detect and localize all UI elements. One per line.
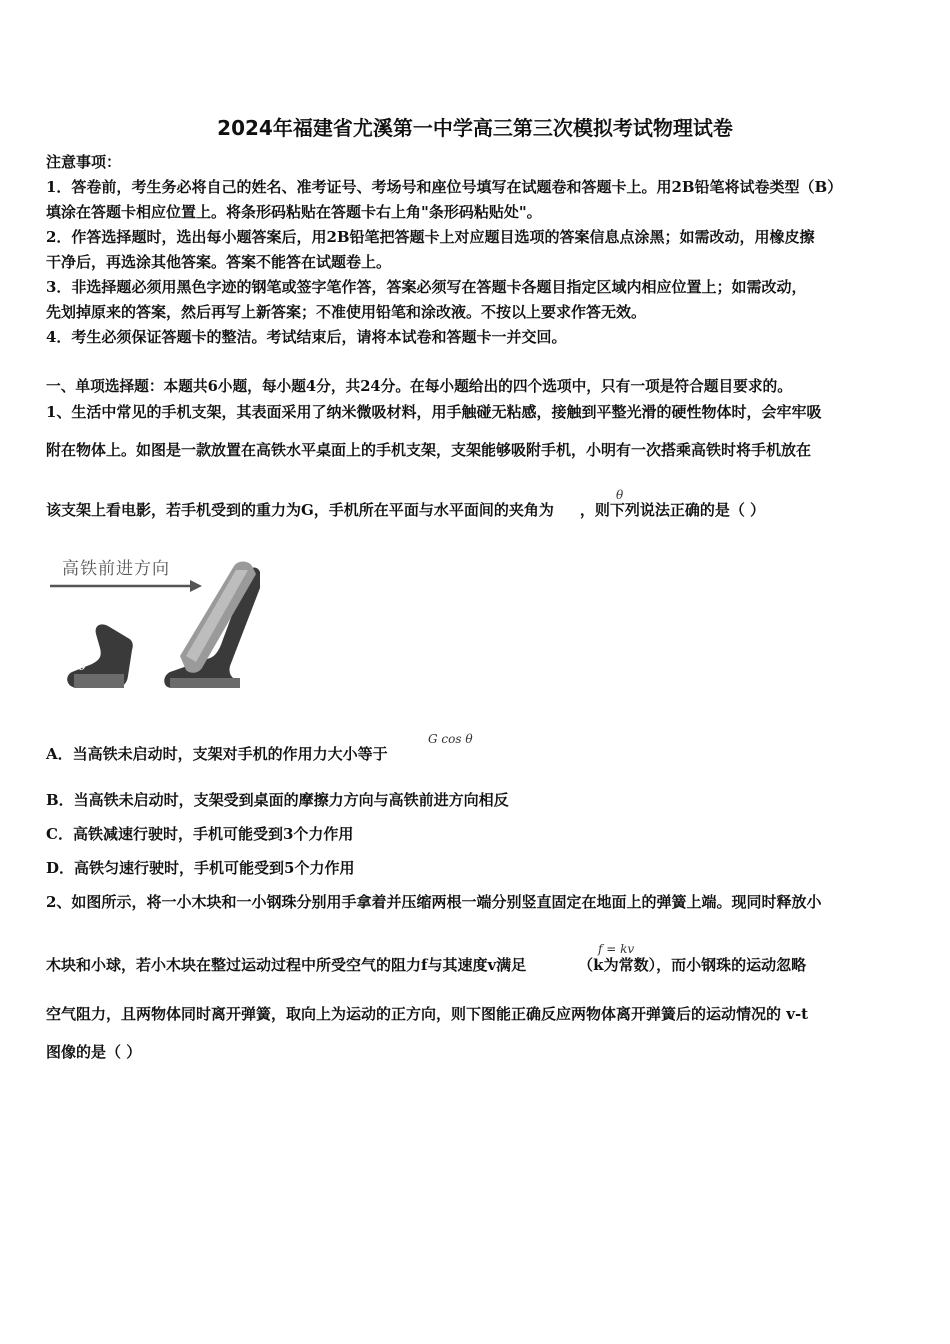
question-2-text: 空气阻力，且两物体同时离开弹簧，取向上为运动的正方向，则下图能正确反应两物体离开弹簧后的运动情况的 v-t [46, 1005, 809, 1023]
figure-direction-label: 高铁前进方向 [62, 559, 170, 579]
g-cos-theta: G cos θ [428, 732, 473, 746]
notice-line: 2．作答选择题时，选出每小题答案后，用2B铅笔把答题卡上对应题目选项的答案信息点涂黑；如需改动，用橡皮擦 [46, 228, 815, 246]
phone-holder-figure [44, 548, 276, 698]
section-heading: 一、单项选择题：本题共6小题，每小题4分，共24分。在每小题给出的四个选项中，只有一项是符合题目要求的。 [46, 378, 792, 395]
question-1-text: 1、生活中常见的手机支架，其表面采用了纳米微吸材料，用手触碰无粘感，接触到平整光滑的硬性物体时，会牢牢吸 [46, 403, 822, 421]
arrow-icon [190, 580, 202, 592]
drag-formula: f = kv [598, 942, 635, 956]
question-2-text: 2、如图所示，将一小木块和一小钢珠分别用手拿着并压缩两根一端分别竖直固定在地面上的弹簧上端。现同时释放小 [46, 893, 822, 911]
question-2-text-part: 木块和小球，若小木块在整过运动过程中所受空气的阻力f与其速度v满足 [46, 956, 527, 974]
option-c: C．高铁减速行驶时，手机可能受到3个力作用 [46, 825, 354, 843]
notice-line: 填涂在答题卡相应位置上。将条形码粘贴在答题卡右上角"条形码粘贴处"。 [46, 203, 542, 221]
question-2-text: 图像的是（ ） [46, 1043, 142, 1061]
question-1-text: 附在物体上。如图是一款放置在高铁水平桌面上的手机支架，支架能够吸附手机，小明有一次搭乘高铁时将手机放在 [46, 441, 812, 459]
question-2-text [46, 955, 806, 975]
question-1-text [46, 500, 765, 520]
page-title: 2024年福建省尤溪第一中学高三第三次模拟考试物理试卷 [217, 116, 733, 140]
figure-angle-label: θ [78, 658, 87, 674]
question-1-text-part: ，则下列说法正确的是（ ） [579, 501, 766, 519]
notice-line: 4．考生必须保证答题卡的整洁。考试结束后，请将本试卷和答题卡一并交回。 [46, 328, 567, 346]
option-a: A．当高铁未启动时，支架对手机的作用力大小等于 [46, 745, 388, 763]
notice-line: 1．答卷前，考生务必将自己的姓名、准考证号、考场号和座位号填写在试题卷和答题卡上。用2B铅笔将试卷类型（B） [46, 178, 843, 196]
notice-heading: 注意事项： [46, 153, 122, 171]
question-1-text-part: 该支架上看电影，若手机受到的重力为G，手机所在平面与水平面间的夹角为 [46, 501, 554, 519]
option-b: B．当高铁未启动时，支架受到桌面的摩擦力方向与高铁前进方向相反 [46, 791, 509, 809]
notice-line: 3．非选择题必须用黑色字迹的钢笔或签字笔作答，答案必须写在答题卡各题目指定区域内相应位置上；如需改动， [46, 278, 807, 296]
question-2-text-part: （k为常数），而小钢珠的运动忽略 [578, 956, 807, 974]
notice-line: 先划掉原来的答案，然后再写上新答案；不准使用铅笔和涂改液。不按以上要求作答无效。 [46, 303, 647, 321]
option-d: D．高铁匀速行驶时，手机可能受到5个力作用 [46, 859, 355, 877]
notice-line: 干净后，再选涂其他答案。答案不能答在试题卷上。 [46, 253, 392, 271]
theta-symbol: θ [616, 488, 624, 502]
